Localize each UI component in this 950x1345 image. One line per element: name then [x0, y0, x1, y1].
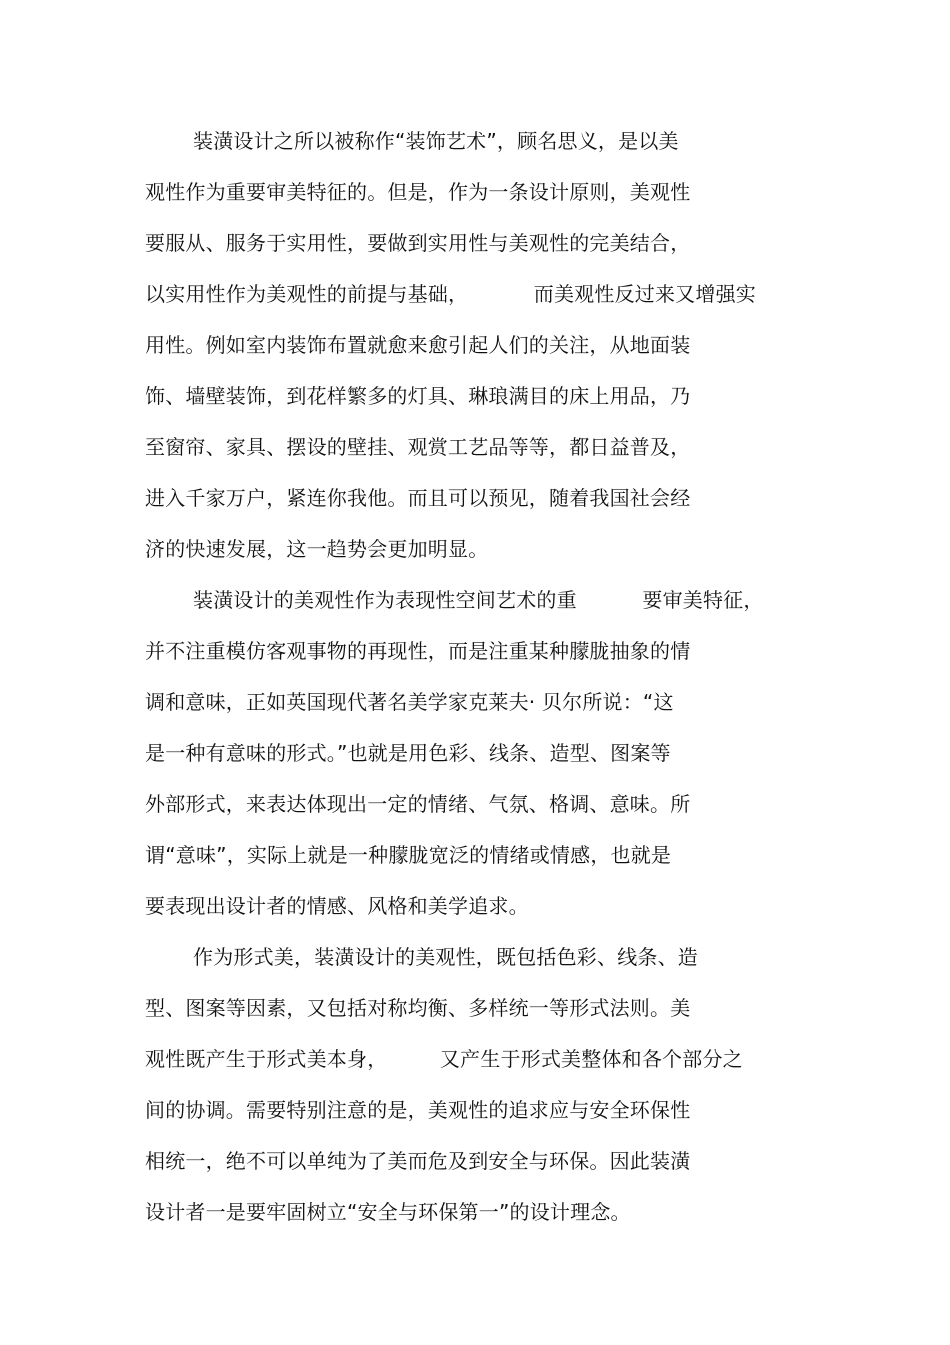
paragraph-3-line-5: 相统一，绝不可以单纯为了美而危及到安全与环保。因此装潢: [145, 1149, 691, 1173]
paragraph-1-line-5: 用性。例如室内装饰布置就愈来愈引起人们的关注，从地面装: [145, 333, 691, 357]
paragraph-3-line-3: 观性既产生于形式美本身， 又产生于形式美整体和各个部分之: [145, 1047, 743, 1071]
paragraph-2-line-5: 外部形式，来表达体现出一定的情绪、气氛、格调、意味。所: [145, 792, 691, 816]
paragraph-2-line-2: 并不注重模仿客观事物的再现性，而是注重某种朦胧抽象的情: [145, 639, 691, 663]
paragraph-1-line-9: 济的快速发展，这一趋势会更加明显。: [145, 537, 489, 561]
paragraph-1-line-3: 要服从、服务于实用性，要做到实用性与美观性的完美结合，: [145, 231, 691, 255]
paragraph-1-line-1: 装潢设计之所以被称作“装饰艺术”，顾名思义，是以美: [193, 129, 679, 153]
paragraph-2-line-4: 是一种有意味的形式。”也就是用色彩、线条、造型、图案等: [145, 741, 671, 765]
paragraph-3-line-6: 设计者一是要牢固树立“安全与环保第一”的设计理念。: [145, 1200, 631, 1224]
paragraph-3-line-1: 作为形式美，装潢设计的美观性，既包括色彩、线条、造: [193, 945, 698, 969]
paragraph-1-line-6: 饰、墙壁装饰，到花样繁多的灯具、琳琅满目的床上用品，乃: [145, 384, 691, 408]
paragraph-2-line-3: 调和意味，正如英国现代著名美学家克莱夫· 贝尔所说：“这: [145, 690, 674, 714]
paragraph-2-line-6: 谓“意味”，实际上就是一种朦胧宽泛的情绪或情感，也就是: [145, 843, 672, 867]
paragraph-2-line-7: 要表现出设计者的情感、风格和美学追求。: [145, 894, 529, 918]
paragraph-1-line-7: 至窗帘、家具、摆设的壁挂、观赏工艺品等等，都日益普及，: [145, 435, 691, 459]
paragraph-1-line-2: 观性作为重要审美特征的。但是，作为一条设计原则，美观性: [145, 180, 691, 204]
paragraph-2-line-1: 装潢设计的美观性作为表现性空间艺术的重 要审美特征，: [193, 588, 764, 612]
paragraph-1-line-4: 以实用性作为美观性的前提与基础， 而美观性反过来又增强实: [145, 282, 756, 306]
paragraph-1-line-8: 进入千家万户，紧连你我他。而且可以预见，随着我国社会经: [145, 486, 691, 510]
paragraph-3-line-4: 间的协调。需要特别注意的是，美观性的追求应与安全环保性: [145, 1098, 691, 1122]
paragraph-3-line-2: 型、图案等因素，又包括对称均衡、多样统一等形式法则。美: [145, 996, 691, 1020]
